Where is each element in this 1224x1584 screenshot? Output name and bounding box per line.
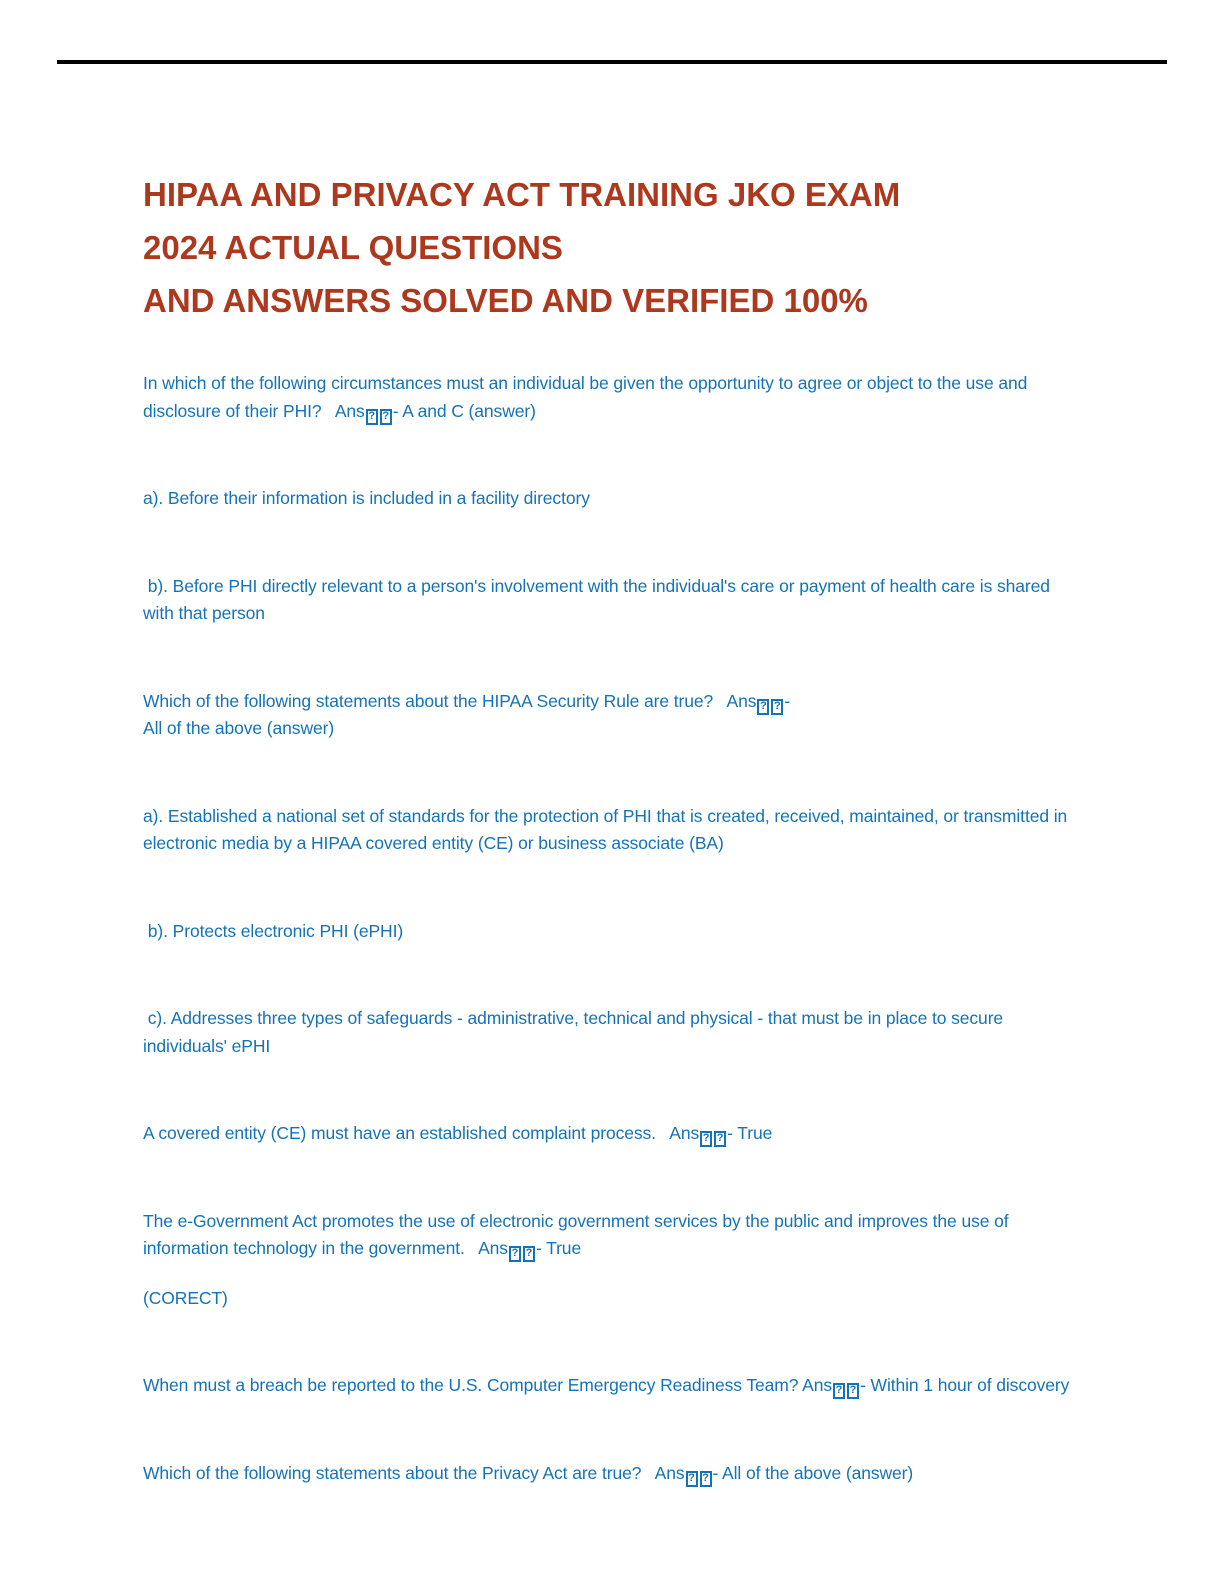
statement-egovernment-act: The e-Government Act promotes the use of electronic government services by the public and improves the use of information technology in the government. Ans ? ? - True [143,1208,1073,1263]
document-title [143,168,1073,327]
missing-glyph-box: ? [757,699,769,715]
document-title-line-3: AND ANSWERS SOLVED AND VERIFIED 100% [143,282,868,319]
question-opportunity-agree-object: In which of the following circumstances must an individual be given the opportunity to agree or object to the use and disclosure of their PHI? Ans ? ? - A and C (answer) [143,370,1073,425]
missing-glyph-box: ? [366,409,378,425]
body-paragraphs [143,370,1073,1487]
option-1b-care-payment: b). Before PHI directly relevant to a person's involvement with the individual's care or payment of health care is shared with that person [143,575,1055,623]
statement-complaint-process: A covered entity (CE) must have an established complaint process. Ans ? ? - True [143,1120,1073,1148]
missing-glyph-box: ? [833,1383,845,1399]
question-privacy-act: Which of the following statements about the Privacy Act are true? Ans ? ? - All of the above (answer) [143,1460,1073,1488]
document-content [143,168,1073,1547]
missing-glyph-box: ? [700,1471,712,1487]
missing-glyph-box: ? [847,1383,859,1399]
missing-glyph-box: ? [700,1131,712,1147]
document-title-line-2: 2024 ACTUAL QUESTIONS [143,229,563,266]
question-breach-report: When must a breach be reported to the U.S. Computer Emergency Readiness Team? Ans ? ? - Within 1 hour of discovery [143,1372,1073,1400]
missing-glyph-box: ? [509,1246,521,1262]
missing-glyph-box: ? [686,1471,698,1487]
missing-glyph-box: ? [714,1131,726,1147]
corect-note: (CORECT) [143,1287,228,1308]
missing-glyph-box: ? [771,699,783,715]
option-2b-protects-ephi: b). Protects electronic PHI (ePHI) [143,920,404,941]
option-1a-facility-directory: a). Before their information is included in a facility directory [143,488,590,508]
missing-glyph-box: ? [523,1246,535,1262]
document-title-line-1: HIPAA AND PRIVACY ACT TRAINING JKO EXAM [143,176,901,213]
horizontal-rule [57,60,1167,64]
option-2c-three-safeguards: c). Addresses three types of safeguards - administrative, technical and physical - that must be in place to secure individuals' ePHI [143,1008,1008,1056]
missing-glyph-box: ? [380,409,392,425]
question-hipaa-security-rule: Which of the following statements about the HIPAA Security Rule are true? Ans ? ? - All of the above (answer) [143,690,791,738]
option-2a-national-standards: a). Established a national set of standards for the protection of PHI that is created, received, maintained, or transmitted in electronic media by a HIPAA covered entity (CE) or business associate (BA) [143,805,1072,853]
